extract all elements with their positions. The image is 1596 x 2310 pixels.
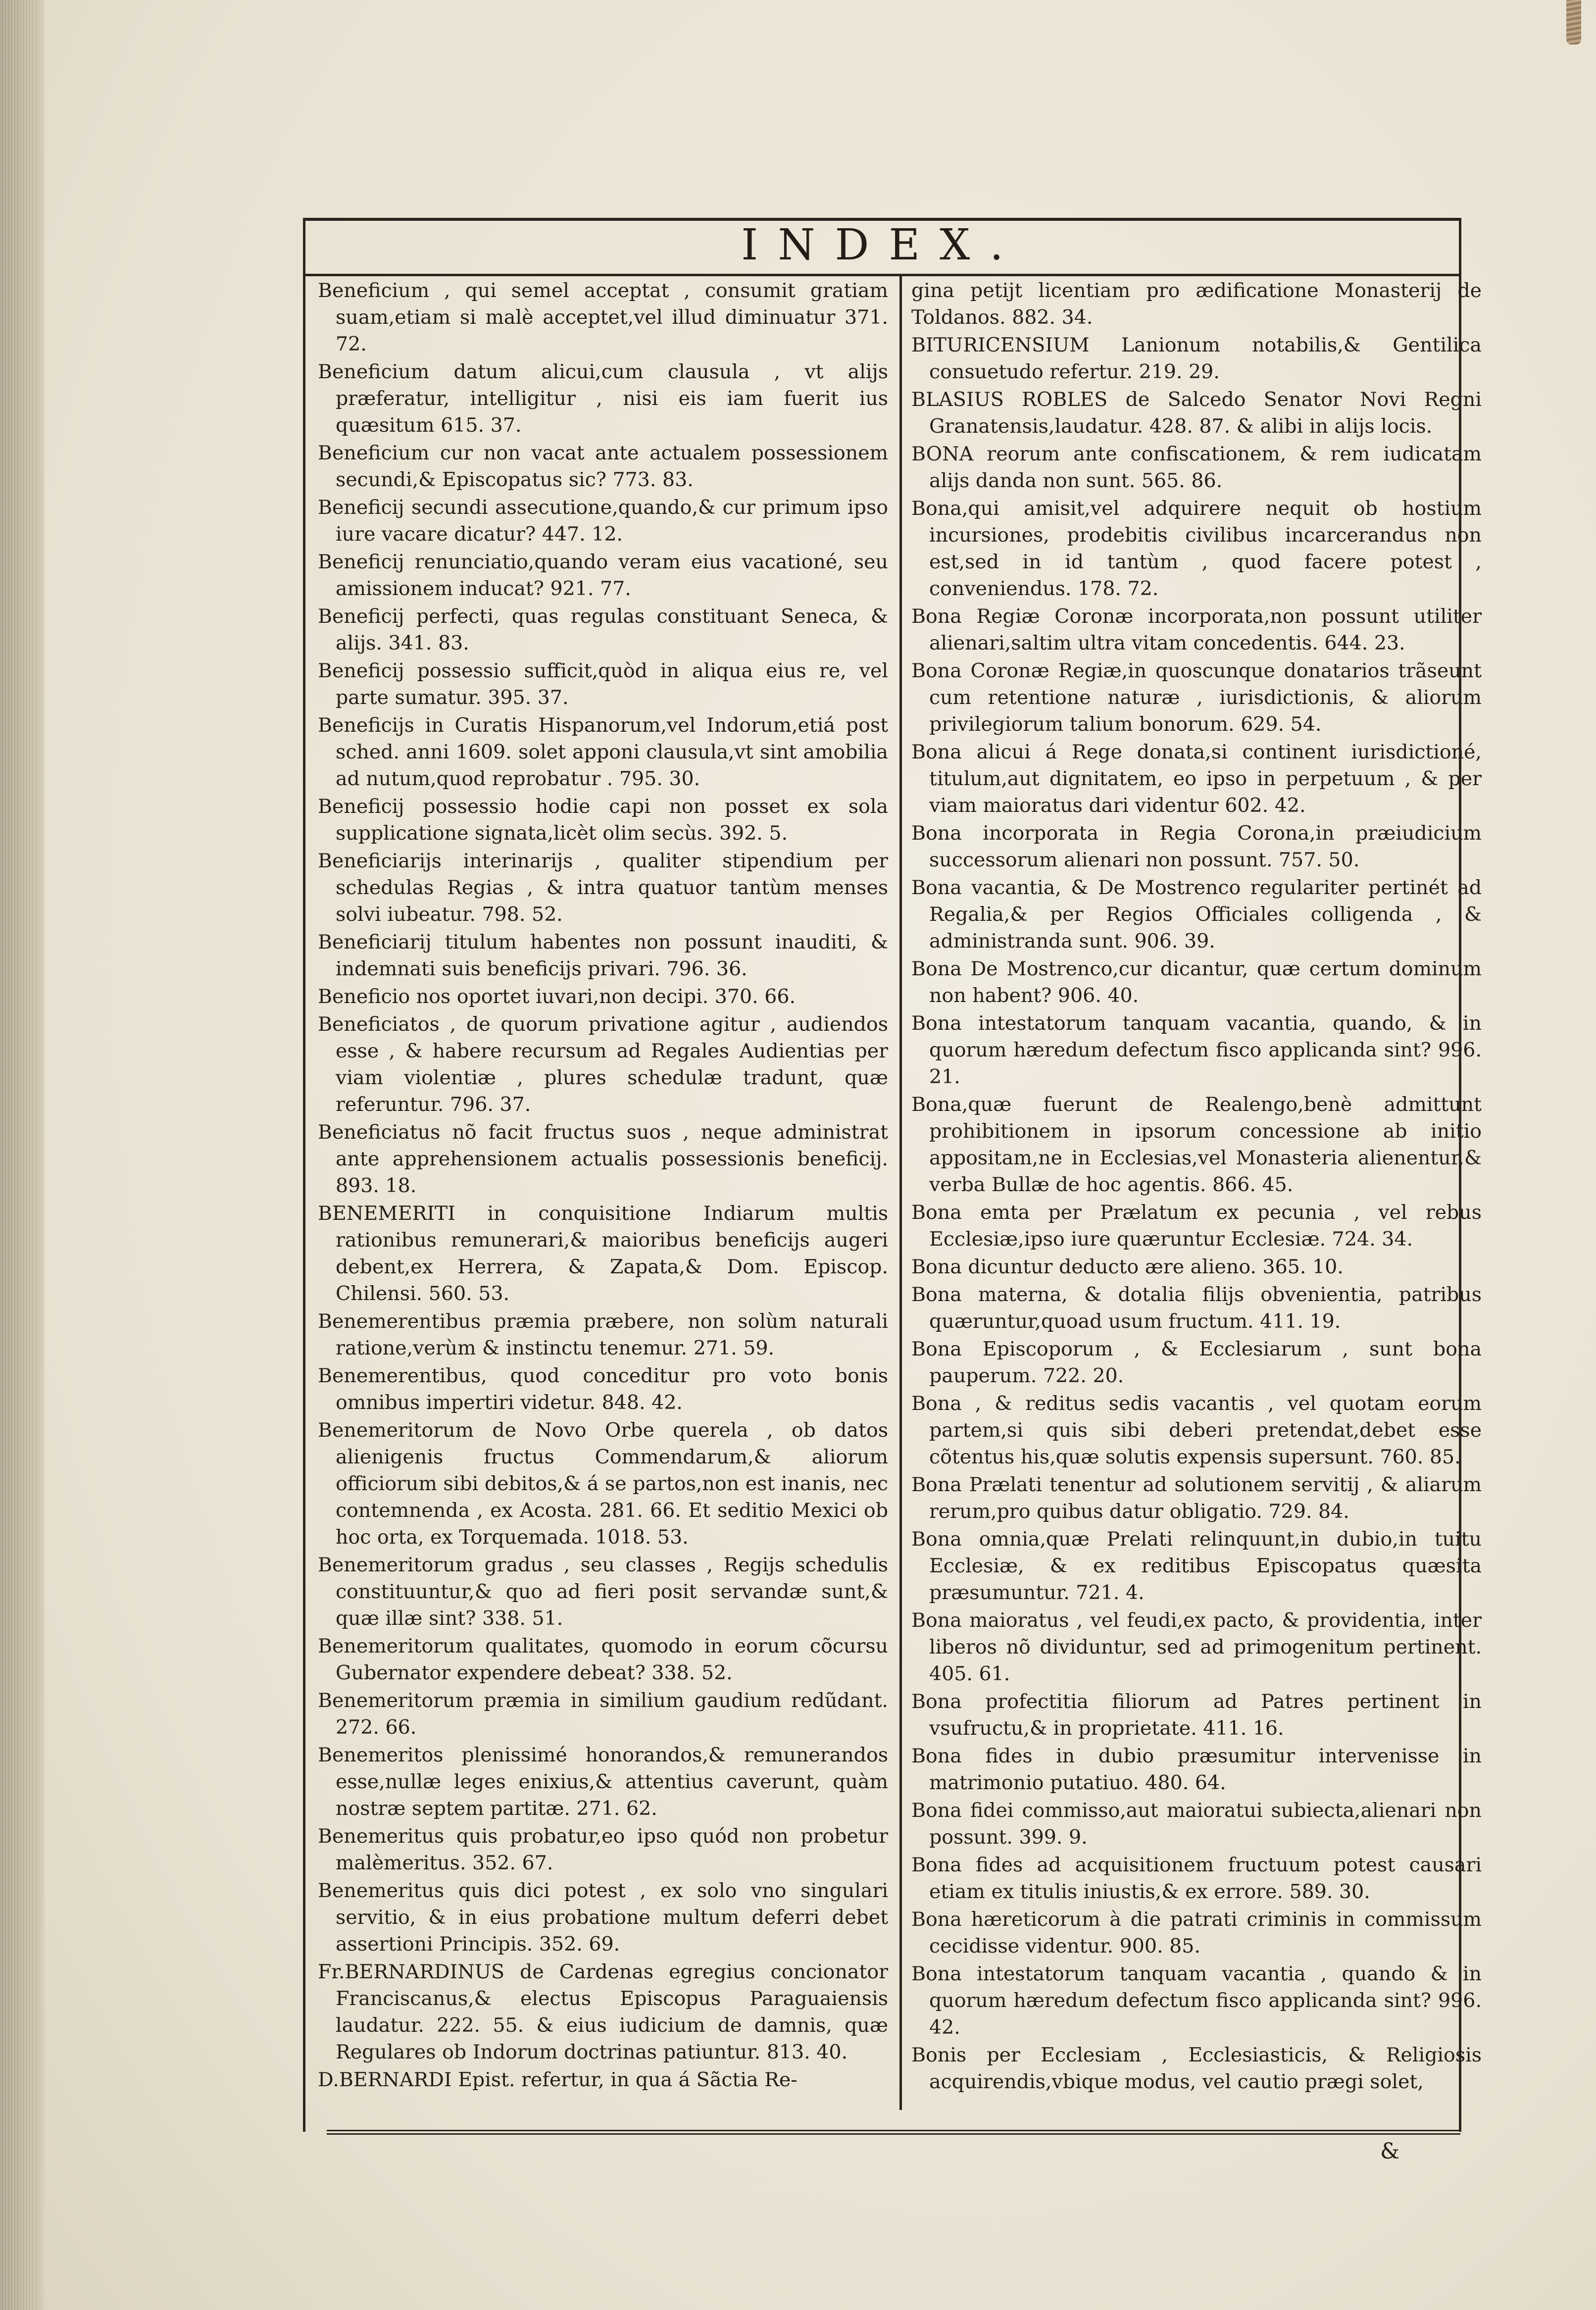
index-entry: Beneficio nos oportet iuvari,non decipi. 370. 66. — [318, 985, 796, 1008]
index-entry: Bonis per Ecclesiam , Ecclesiasticis, & Religiosis acquirendis,vbique modus, vel cautio prægi solet, — [911, 2044, 1482, 2093]
index-entry: Beneficium cur non vacat ante actualem possessionem secundi,& Episcopatus sic? 773. 83. — [318, 442, 888, 491]
index-entry: Beneficium , qui semel acceptat , consumit gratiam suam,etiam si malè acceptet,vel illud diminuatur 371. 72. — [318, 279, 888, 355]
index-entry: Beneficij perfecti, quas regulas constituant Seneca, & alijs. 341. 83. — [318, 605, 888, 654]
index-entry: BENEMERITI in conquisitione Indiarum multis rationibus remunerari,& maioribus beneficijs augeri debent,ex Herrera, & Zapata,& Dom. Episcop. Chilensi. 560. 53. — [318, 1202, 888, 1305]
index-entry: Benemeritorum de Novo Orbe querela , ob datos alienigenis fructus Commendarum,& aliorum officiorum sibi debitos,& á se partos,non est inanis, nec contemnenda , ex Acosta. 281. 66. Et seditio Mexici ob hoc orta, ex Torquemada. 1018. 53. — [318, 1419, 888, 1549]
index-entry: Benemeritorum gradus , seu classes , Regijs schedulis constituuntur,& quo ad fieri posit servandæ sunt,& quæ illæ sint? 338. 51. — [318, 1554, 888, 1630]
index-entry: Bona incorporata in Regia Corona,in præiudicium successorum alienari non possunt. 757. 50. — [911, 822, 1482, 871]
page-edges — [0, 0, 35, 2310]
index-entry: Bona fides ad acquisitionem fructuum potest causari etiam ex titulis iniustis,& ex errore. 589. 30. — [911, 1854, 1482, 1903]
index-entry: Bona intestatorum tanquam vacantia , quando & in quorum hæredum defectum fisco applicanda sint? 996. 42. — [911, 1962, 1482, 2039]
index-entry: Bona dicuntur deducto ære alieno. 365. 10. — [911, 1255, 1344, 1278]
index-entry: Bona vacantia, & De Mostrenco regulariter pertinét ad Regalia,& per Regios Officiales colligenda , & administranda sunt. 906. 39. — [911, 876, 1482, 953]
page-title: INDEX. — [741, 220, 1023, 270]
bottom-rule — [327, 2130, 1460, 2135]
index-entry: Benemerentibus, quod conceditur pro voto bonis omnibus impertiri videtur. 848. 42. — [318, 1364, 888, 1414]
column-divider — [899, 275, 902, 2110]
index-entry: Bona Episcoporum , & Ecclesiarum , sunt bona pauperum. 722. 20. — [911, 1338, 1482, 1387]
right-column — [911, 277, 1482, 2109]
index-entry: Bona alicui á Rege donata,si continent iurisdictioné, titulum,aut dignitatem, eo ipso in perpetuum , & per viam maioratus dari videntur 602. 42. — [911, 741, 1482, 817]
index-entry: Bona profectitia filiorum ad Patres pertinent in vsufructu,& in proprietate. 411. 16. — [911, 1690, 1482, 1740]
index-entry: Beneficij possessio hodie capi non posset ex sola supplicatione signata,licèt olim secùs. 392. 5. — [318, 795, 888, 845]
index-entry: Benemeritus quis probatur,eo ipso quód non probetur malèmeritus. 352. 67. — [318, 1825, 888, 1874]
index-entry: Bona materna, & dotalia filijs obvenientia, patribus quæruntur,quoad usum fructum. 411. 19. — [911, 1283, 1482, 1333]
index-entry: Bona hæreticorum à die patrati criminis in commissum cecidisse videntur. 900. 85. — [911, 1908, 1482, 1958]
index-entry: BITURICENSIUM Lanionum notabilis,& Gentilica consuetudo refertur. 219. 29. — [911, 334, 1482, 383]
index-entry: gina petijt licentiam pro ædificatione Monasterij de Toldanos. 882. 34. — [911, 279, 1482, 329]
index-entry: Beneficiatos , de quorum privatione agitur , audiendos esse , & habere recursum ad Regales Audientias per viam violentiæ , plures schedulæ tradunt, quæ referuntur. 796. 37. — [318, 1013, 888, 1116]
binding-thread — [1566, 0, 1581, 45]
index-entry: Bona Regiæ Coronæ incorporata,non possunt utiliter alienari,saltim ultra vitam concedentis. 644. 23. — [911, 605, 1482, 654]
index-entry: Bona , & reditus sedis vacantis , vel quotam eorum partem,si quis sibi deberi pretendat,debet esse cõtentus his,quæ solutis expensis supersunt. 760. 85. — [911, 1392, 1482, 1468]
index-entry: Bona,qui amisit,vel adquirere nequit ob hostium incursiones, prodebitis civilibus incarcerandus non est,sed in id tantùm , quod facere potest , conveniendus. 178. 72. — [911, 497, 1482, 600]
index-entry: Bona,quæ fuerunt de Realengo,benè admittunt prohibitionem in ipsorum concessione ab initio appositam,ne in Ecclesias,vel Monasteria alienentur,& verba Bullæ de hoc agentis. 866. 45. — [911, 1093, 1482, 1196]
index-entry: Beneficiarijs interinarijs , qualiter stipendium per schedulas Regias , & intra quatuor tantùm menses solvi iubeatur. 798. 52. — [318, 850, 888, 926]
index-entry: BLASIUS ROBLES de Salcedo Senator Novi Regni Granatensis,laudatur. 428. 87. & alibi in alijs locis. — [911, 388, 1482, 438]
index-entry: Bona Coronæ Regiæ,in quoscunque donatarios trãseunt cum retentione naturæ , iurisdictionis, & aliorum privilegiorum talium bonorum. 629. 54. — [911, 659, 1482, 736]
index-entry: Bona maioratus , vel feudi,ex pacto, & providentia, inter liberos nõ dividuntur, sed ad primogenitum pertinent. 405. 61. — [911, 1609, 1482, 1685]
header-rule — [303, 274, 1461, 276]
catchword: & — [1380, 2139, 1400, 2164]
index-entry: Bona intestatorum tanquam vacantia, quando, & in quorum hæredum defectum fisco applicanda sint? 996. 21. — [911, 1012, 1482, 1088]
index-entry: Benemeritorum qualitates, quomodo in eorum cõcursu Gubernator expendere debeat? 338. 52. — [318, 1635, 888, 1684]
index-entry: Fr.BERNARDINUS de Cardenas egregius concionator Franciscanus,& electus Episcopus Paraguaiensis laudatur. 222. 55. & eius iudicium de damnis, quæ Regulares ob Indorum doctrinas patiuntur. 813. 40. — [318, 1960, 888, 2063]
index-entry: Beneficij secundi assecutione,quando,& cur primum ipso iure vacare dicatur? 447. 12. — [318, 496, 888, 546]
index-entry: Benemerentibus præmia præbere, non solùm naturali ratione,verùm & instinctu tenemur. 271. 59. — [318, 1310, 888, 1359]
index-entry: Beneficiatus nõ facit fructus suos , neque administrat ante apprehensionem actualis possessionis beneficij. 893. 18. — [318, 1121, 888, 1197]
index-entry: Bona emta per Prælatum ex pecunia , vel rebus Ecclesiæ,ipso iure quæruntur Ecclesiæ. 724. 34. — [911, 1201, 1482, 1251]
index-entry: Bona omnia,quæ Prelati relinquunt,in dubio,in tuitu Ecclesiæ, & ex reditibus Episcopatus quæsita præsumuntur. 721. 4. — [911, 1528, 1482, 1604]
index-entry: Beneficij possessio sufficit,quòd in aliqua eius re, vel parte sumatur. 395. 37. — [318, 659, 888, 709]
index-entry: Beneficijs in Curatis Hispanorum,vel Indorum,etiá post sched. anni 1609. solet apponi clausula,vt sint amobilia ad nutum,quod reprobatur . 795. 30. — [318, 714, 888, 790]
index-entry: Benemeritorum præmia in similium gaudium redũdant. 272. 66. — [318, 1689, 888, 1739]
index-entry: Beneficiarij titulum habentes non possunt inauditi, & indemnati suis beneficijs privari. 796. 36. — [318, 931, 888, 980]
index-entry: Bona De Mostrenco,cur dicantur, quæ certum dominum non habent? 906. 40. — [911, 957, 1482, 1007]
index-entry: Beneficij renunciatio,quando veram eius vacationé, seu amissionem inducat? 921. 77. — [318, 551, 888, 600]
index-entry: BONA reorum ante confiscationem, & rem iudicatam alijs danda non sunt. 565. 86. — [911, 443, 1482, 492]
index-entry: Benemeritos plenissimé honorandos,& remunerandos esse,nullæ leges enixius,& attentius caverunt, quàm nostræ septem partitæ. 271. 62. — [318, 1744, 888, 1820]
index-entry: Bona fides in dubio præsumitur intervenisse in matrimonio putatiuo. 480. 64. — [911, 1745, 1482, 1794]
index-entry: Bona fidei commisso,aut maioratui subiecta,alienari non possunt. 399. 9. — [911, 1799, 1482, 1849]
index-entry: D.BERNARDI Epist. refertur, in qua á Sãctia Re- — [318, 2068, 798, 2091]
index-entry: Beneficium datum alicui,cum clausula , vt alijs præferatur, intelligitur , nisi eis iam fuerit ius quæsitum 615. 37. — [318, 360, 888, 437]
index-entry: Bona Prælati tenentur ad solutionem servitij , & aliarum rerum,pro quibus datur obligatio. 729. 84. — [911, 1473, 1482, 1523]
index-entry: Benemeritus quis dici potest , ex solo vno singulari servitio, & in eius probatione multum deferri debet assertioni Principis. 352. 69. — [318, 1879, 888, 1956]
left-column — [318, 277, 888, 2109]
